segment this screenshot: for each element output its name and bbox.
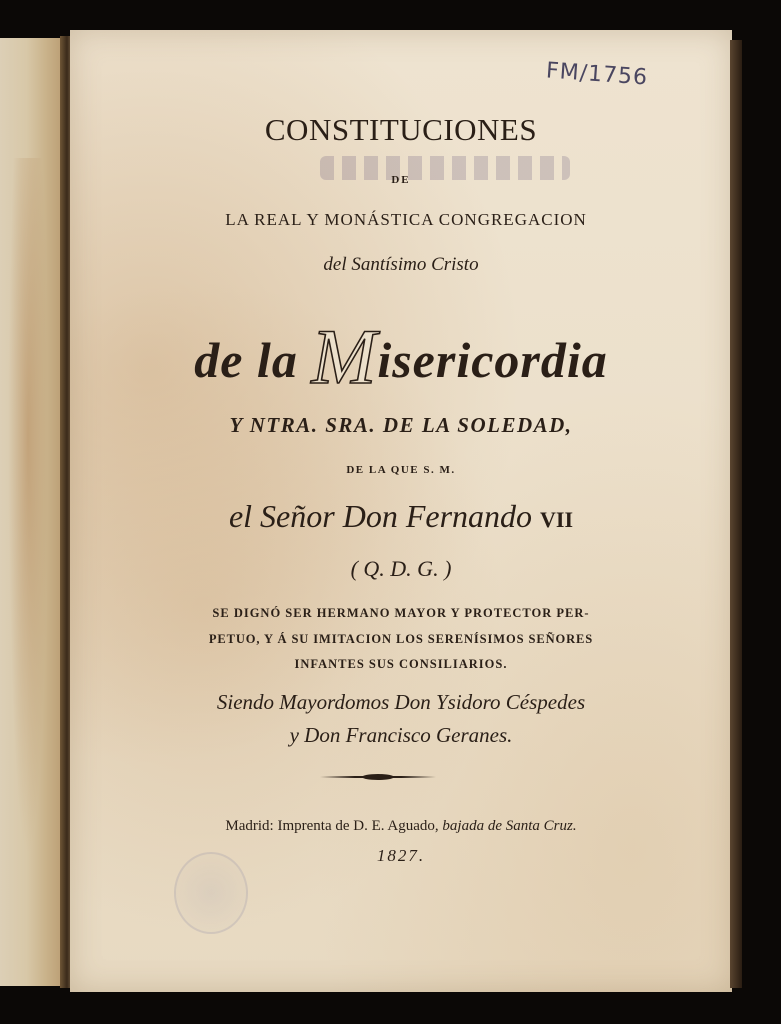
mayordomos-line-1: Siendo Mayordomos Don Ysidoro Céspedes <box>216 690 586 714</box>
page-title: CONSTITUCIONES <box>264 112 538 147</box>
ornamental-initial: M <box>311 313 378 400</box>
soledad-line: Y NTRA. SRA. DE LA SOLEDAD, <box>229 413 573 437</box>
fernando-line <box>70 498 732 535</box>
title-page <box>70 30 732 992</box>
right-cover-edge <box>730 40 742 988</box>
imprint-line <box>70 818 732 835</box>
subtitle-script: del Santísimo Cristo <box>323 254 479 275</box>
mayordomos-line-2: y Don Francisco Geranes. <box>289 723 513 747</box>
paragraph-line-3: INFANTES SUS CONSILIARIOS. <box>294 657 508 671</box>
ornamental-rule <box>320 776 436 778</box>
congregation-name: LA REAL Y MONÁSTICA CONGREGACION <box>225 210 587 229</box>
heading-rest: isericordia <box>377 332 608 388</box>
imprint-italic: bajada de Santa Cruz. <box>442 818 577 834</box>
fernando-text: el Señor Don Fernando <box>228 498 541 534</box>
left-page-edge <box>0 38 66 986</box>
de-la-que-line: DE LA QUE S. M. <box>346 464 456 476</box>
decorative-heading <box>70 312 732 402</box>
fernando-numeral: VII <box>540 507 574 532</box>
paragraph-line-1: SE DIGNÓ SER HERMANO MAYOR Y PROTECTOR PER- <box>212 606 590 620</box>
page-content <box>70 30 732 992</box>
qdg-line: ( Q. D. G. ) <box>350 556 452 581</box>
imprint-plain: Madrid: Imprenta de D. E. Aguado, <box>225 818 443 834</box>
paragraph-line-2: PETUO, Y Á SU IMITACION LOS SERENÍSIMOS SEÑORES <box>208 632 594 646</box>
handwritten-shelfmark: FM/1756 <box>545 58 649 91</box>
title-connector-de: DE <box>391 174 411 186</box>
heading-prefix: de la <box>194 332 312 388</box>
publication-year: 1827. <box>376 846 426 865</box>
